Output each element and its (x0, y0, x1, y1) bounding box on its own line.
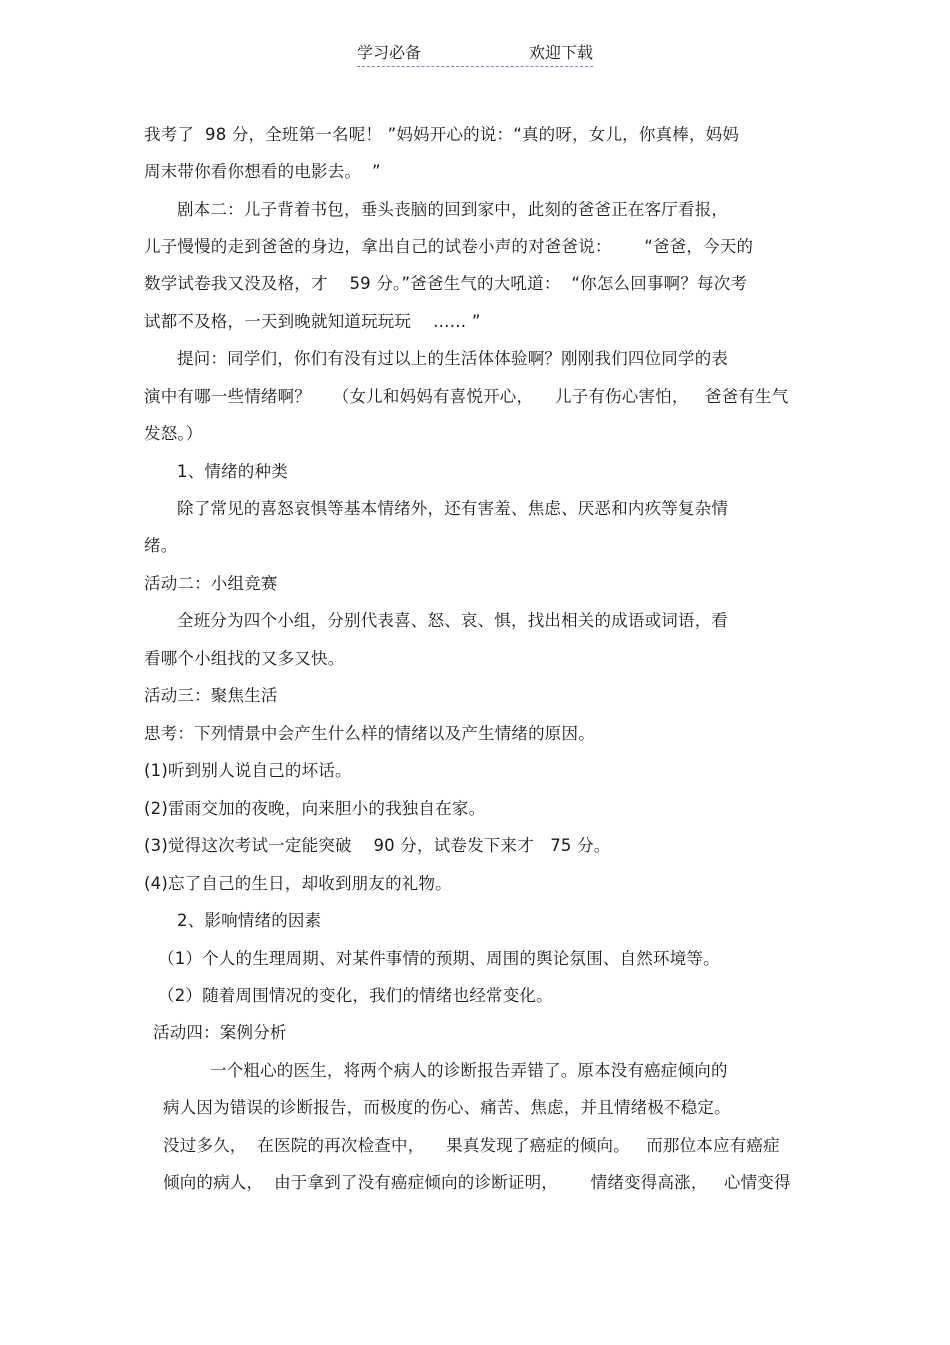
text-line: 除了常见的喜怒哀惧等基本情绪外，还有害羞、焦虑、厌恶和内疚等复杂情 (177, 499, 729, 518)
text-line: 演中有哪一些情绪啊？ （女儿和妈妈有喜悦开心， 儿子有伤心害怕， 爸爸有生气 (144, 387, 789, 406)
text-line: 儿子慢慢的走到爸爸的身边，拿出自己的试卷小声的对爸爸说： “爸爸，今天的 (144, 237, 754, 256)
text-line: 全班分为四个小组，分别代表喜、怒、哀、惧，找出相关的成语或词语，看 (177, 611, 729, 630)
text-line: 倾向的病人， 由于拿到了没有癌症倾向的诊断证明， 情绪变得高涨， 心情变得 (163, 1173, 791, 1192)
list-item: （2）随着周围情况的变化，我们的情绪也经常变化。 (158, 986, 553, 1005)
list-item: (3)觉得这次考试一定能突破 90 分，试卷发下来才 75 分。 (144, 836, 611, 855)
text-line: 思考：下列情景中会产生什么样的情绪以及产生情绪的原因。 (144, 724, 595, 743)
text-line: 一个粗心的医生，将两个病人的诊断报告弄错了。原本没有癌症倾向的 (210, 1061, 728, 1080)
header-right-text: 欢迎下载 (528, 43, 593, 62)
text-line: 剧本二：儿子背着书包，垂头丧脑的回到家中，此刻的爸爸正在客厅看报， (177, 200, 729, 219)
text-line: 病人因为错误的诊断报告，而极度的伤心、痛苦、焦虑，并且情绪极不稳定。 (163, 1098, 731, 1117)
text-line: 我考了 98 分，全班第一名呢！ ”妈妈开心的说：“真的呀，女儿，你真棒，妈妈 (144, 125, 740, 144)
activity-heading: 活动四：案例分析 (153, 1023, 287, 1042)
list-item: (2)雷雨交加的夜晚，向来胆小的我独自在家。 (144, 799, 486, 818)
text-line: 数学试卷我又没及格，才 59 分。”爸爸生气的大吼道： “你怎么回事啊？每次考 (144, 274, 748, 293)
list-item: (4)忘了自己的生日，却收到朋友的礼物。 (144, 874, 452, 893)
text-line: 没过多久， 在医院的再次检查中， 果真发现了癌症的倾向。 而那位本应有癌症 (163, 1136, 780, 1155)
list-item: (1)听到别人说自己的坏话。 (144, 761, 352, 780)
text-line: 看哪个小组找的又多又快。 (144, 649, 345, 668)
activity-heading: 活动三：聚焦生活 (144, 686, 278, 705)
text-line: 绪。 (144, 536, 178, 555)
list-item: （1）个人的生理周期、对某件事情的预期、周围的舆论氛围、自然环境等。 (158, 949, 720, 968)
text-line: 周末带你看你想看的电影去。 ” (144, 162, 381, 181)
text-line: 试都不及格，一天到晚就知道玩玩玩 …… ” (144, 312, 481, 331)
section-heading: 2、影响情绪的因素 (177, 911, 322, 930)
section-heading: 1、情绪的种类 (177, 462, 288, 481)
text-line: 发怒。） (144, 424, 203, 443)
text-line: 提问：同学们，你们有没有过以上的生活体体验啊？刚刚我们四位同学的表 (177, 349, 729, 368)
activity-heading: 活动二：小组竞赛 (144, 574, 278, 593)
page-header (357, 42, 593, 67)
header-left-text: 学习必备 (357, 43, 422, 62)
